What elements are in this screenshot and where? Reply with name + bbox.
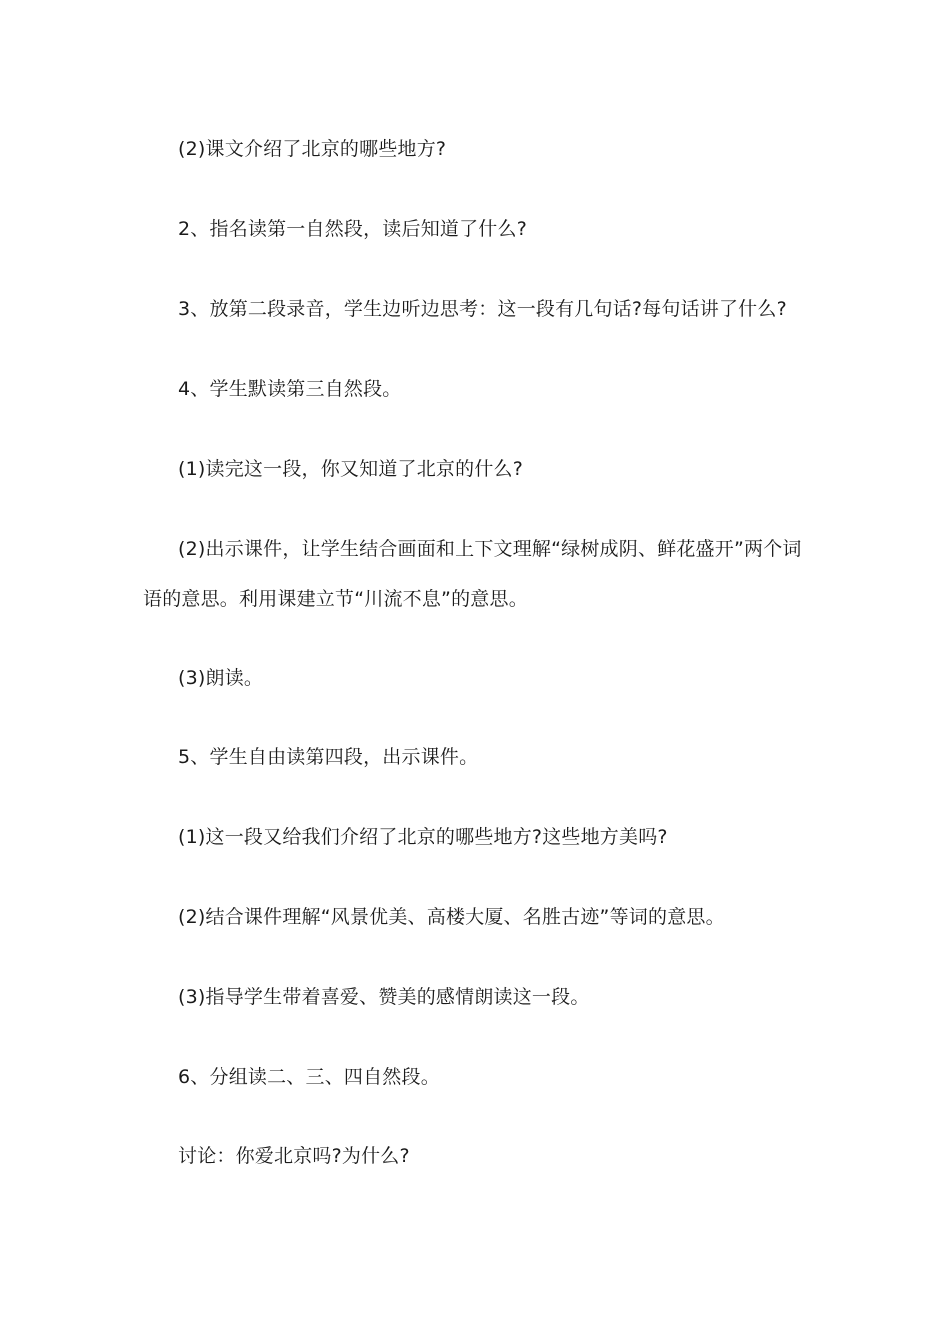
- paragraph: 3、放第二段录音，学生边听边思考：这一段有几句话?每句话讲了什么?: [178, 298, 787, 320]
- paragraph: (3)指导学生带着喜爱、赞美的感情朗读这一段。: [178, 986, 590, 1008]
- paragraph-continuation: 语的意思。利用课建立节“川流不息”的意思。: [143, 588, 528, 610]
- paragraph: (1)读完这一段，你又知道了北京的什么?: [178, 458, 523, 480]
- paragraph: 4、学生默读第三自然段。: [178, 378, 402, 400]
- paragraph: (2)结合课件理解“风景优美、高楼大厦、名胜古迹”等词的意思。: [178, 906, 725, 928]
- paragraph: 讨论：你爱北京吗?为什么?: [178, 1145, 410, 1167]
- paragraph: 5、学生自由读第四段，出示课件。: [178, 746, 479, 768]
- paragraph: (3)朗读。: [178, 667, 264, 689]
- paragraph: (2)出示课件，让学生结合画面和上下文理解“绿树成阴、鲜花盛开”两个词: [178, 538, 802, 560]
- paragraph: (2)课文介绍了北京的哪些地方?: [178, 138, 447, 160]
- paragraph: (1)这一段又给我们介绍了北京的哪些地方?这些地方美吗?: [178, 826, 668, 848]
- paragraph: 2、指名读第一自然段，读后知道了什么?: [178, 218, 527, 240]
- paragraph: 6、分组读二、三、四自然段。: [178, 1066, 440, 1088]
